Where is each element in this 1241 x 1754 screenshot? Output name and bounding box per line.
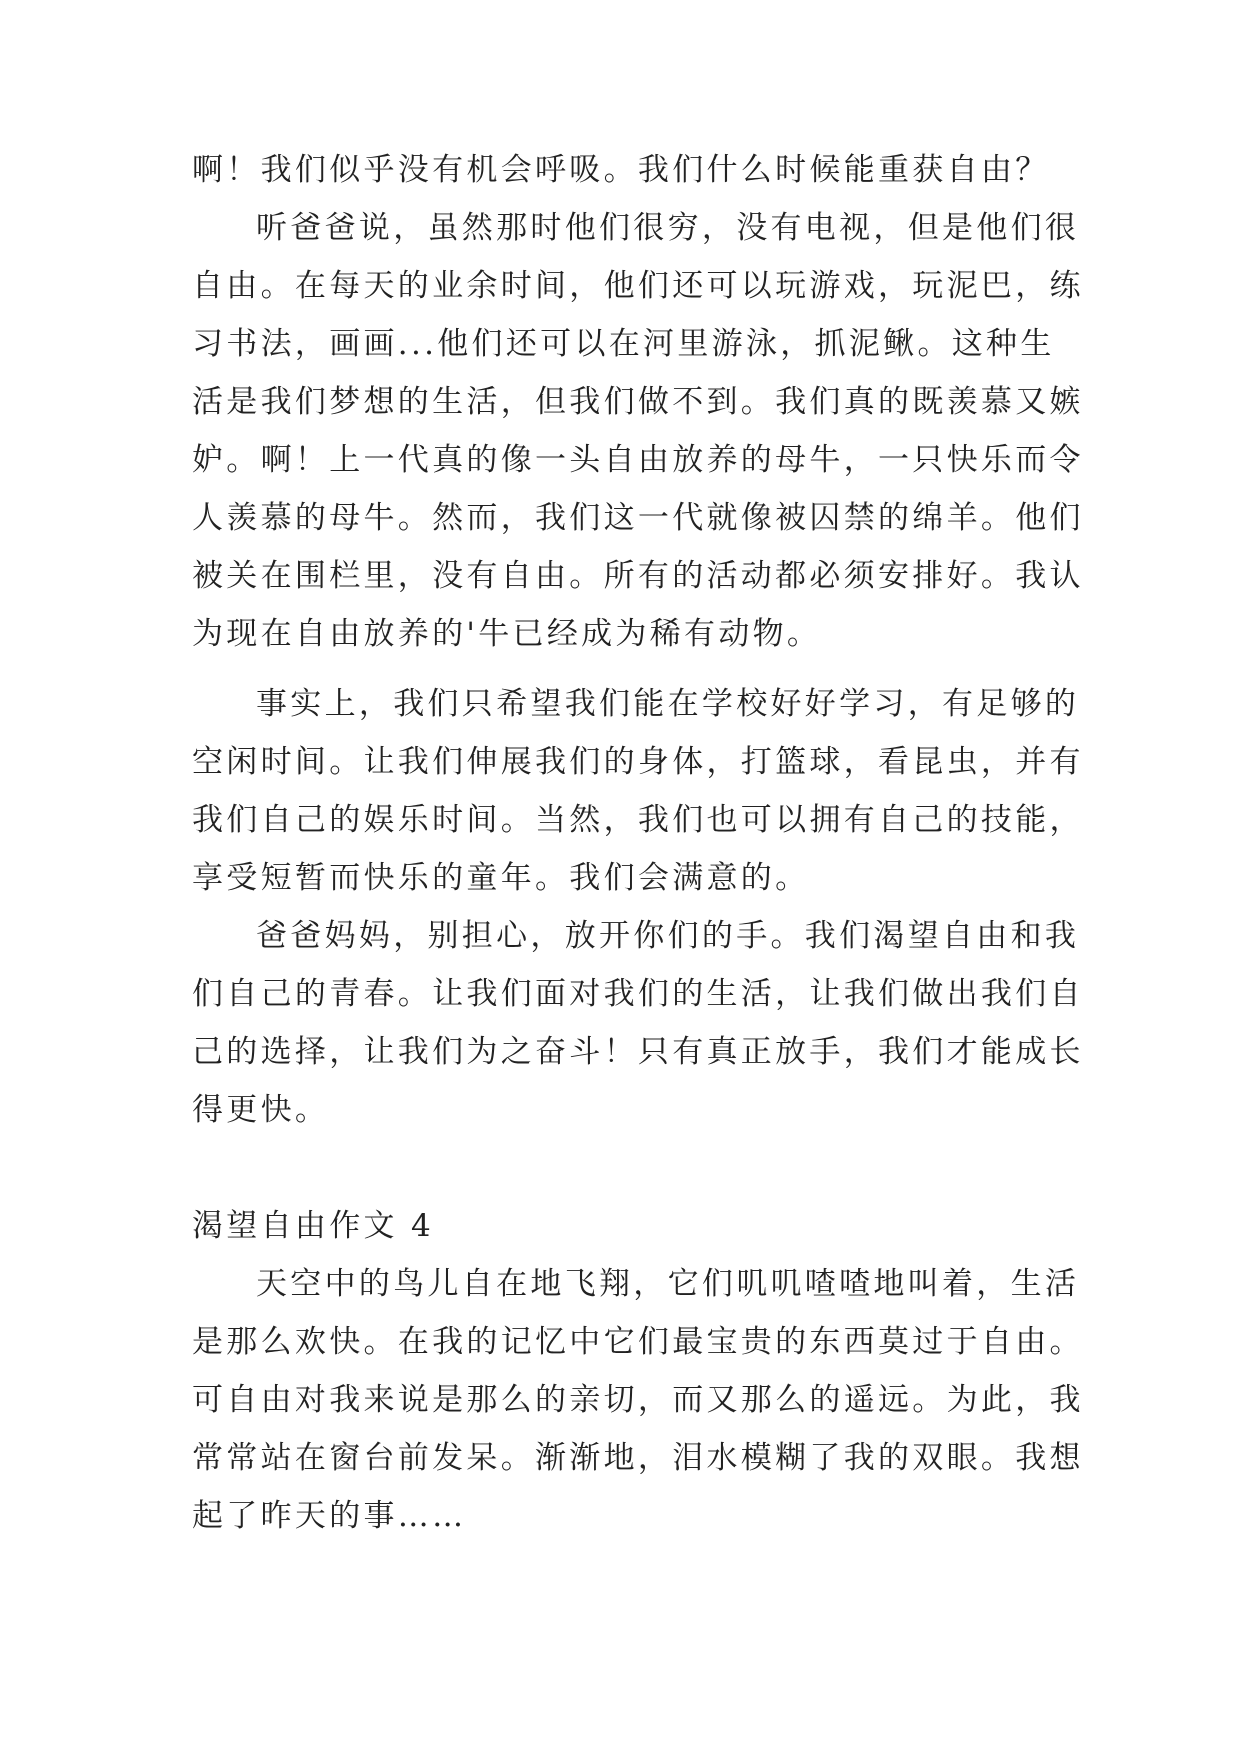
text-line: 妒。啊！上一代真的像一头自由放养的母牛，一只快乐而令 <box>192 442 1084 478</box>
text-line: 己的选择，让我们为之奋斗！只有真正放手，我们才能成长 <box>192 1034 1084 1070</box>
text-line: 起了昨天的事…… <box>192 1498 467 1534</box>
paragraph-first-line: 爸爸妈妈，别担心，放开你们的手。我们渴望自由和我 <box>256 918 1080 954</box>
text-line: 们自己的青春。让我们面对我们的生活，让我们做出我们自 <box>192 976 1084 1012</box>
text-line: 得更快。 <box>192 1092 330 1128</box>
text-line: 常常站在窗台前发呆。渐渐地，泪水模糊了我的双眼。我想 <box>192 1440 1084 1476</box>
text-line: 享受短暂而快乐的童年。我们会满意的。 <box>192 860 810 896</box>
paragraph-first-line: 天空中的鸟儿自在地飞翔，它们叽叽喳喳地叫着，生活 <box>256 1266 1080 1302</box>
text-line: 为现在自由放养的'牛已经成为稀有动物。 <box>192 616 822 652</box>
text-line: 自由。在每天的业余时间，他们还可以玩游戏，玩泥巴，练 <box>192 268 1084 304</box>
text-line: 活是我们梦想的生活，但我们做不到。我们真的既羡慕又嫉 <box>192 384 1084 420</box>
text-line: 习书法，画画...他们还可以在河里游泳，抓泥鳅。这种生 <box>192 326 1055 362</box>
paragraph-first-line: 事实上，我们只希望我们能在学校好好学习，有足够的 <box>256 686 1080 722</box>
text-line: 可自由对我来说是那么的亲切，而又那么的遥远。为此，我 <box>192 1382 1084 1418</box>
text-line: 啊！我们似乎没有机会呼吸。我们什么时候能重获自由？ <box>192 152 1050 188</box>
text-line: 空闲时间。让我们伸展我们的身体，打篮球，看昆虫，并有 <box>192 744 1084 780</box>
section-heading: 渴望自由作文 4 <box>192 1208 434 1244</box>
text-line: 是那么欢快。在我的记忆中它们最宝贵的东西莫过于自由。 <box>192 1324 1084 1360</box>
text-line: 被关在围栏里，没有自由。所有的活动都必须安排好。我认 <box>192 558 1084 594</box>
text-line: 我们自己的娱乐时间。当然，我们也可以拥有自己的技能， <box>192 802 1084 838</box>
text-line: 人羡慕的母牛。然而，我们这一代就像被囚禁的绵羊。他们 <box>192 500 1084 536</box>
paragraph-first-line: 听爸爸说，虽然那时他们很穷，没有电视，但是他们很 <box>256 210 1080 246</box>
